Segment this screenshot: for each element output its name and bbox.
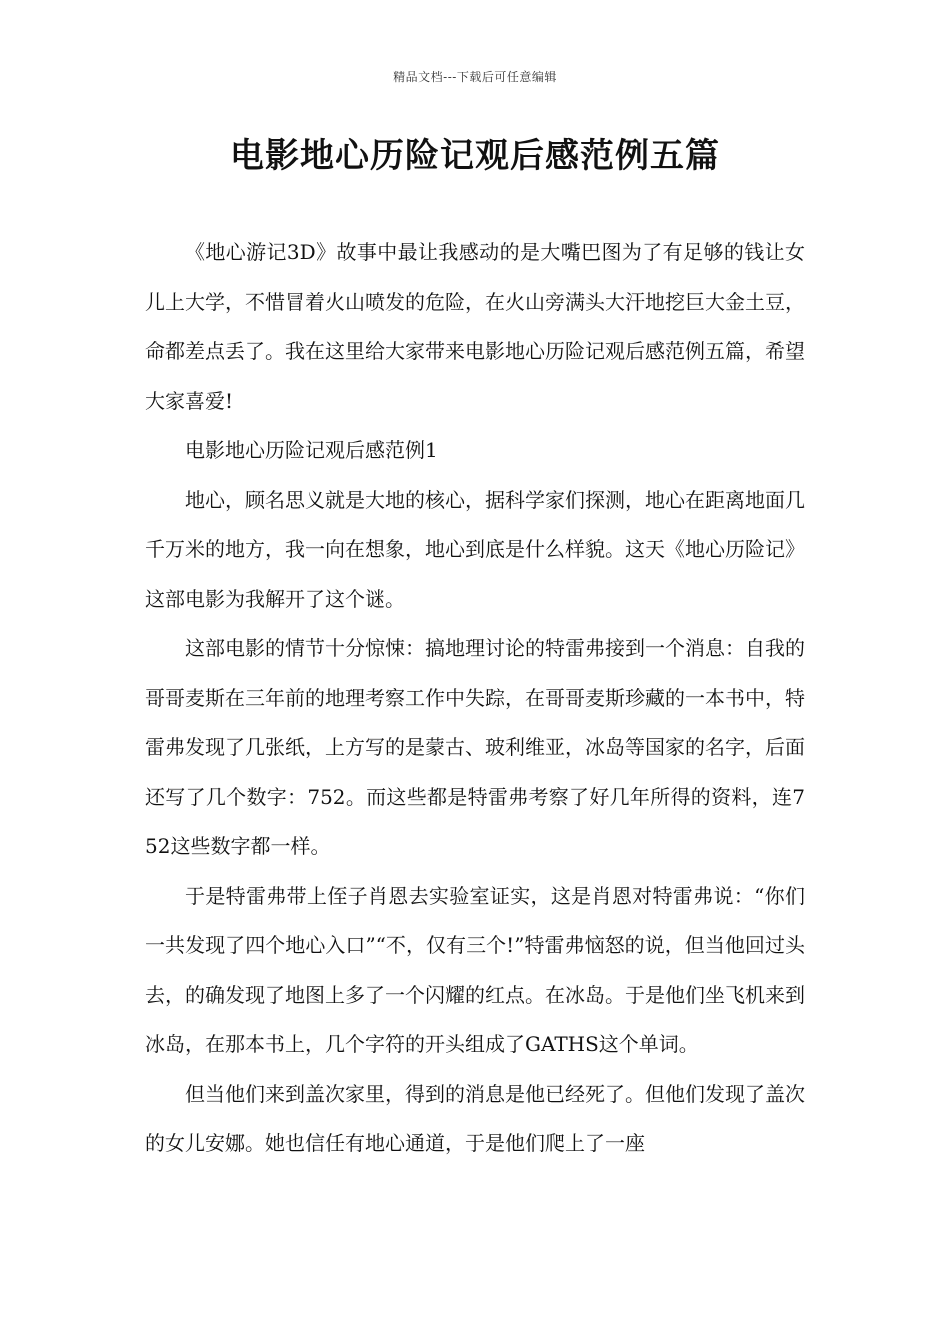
intro-paragraph: 《地心游记3D》故事中最让我感动的是大嘴巴图为了有足够的钱让女儿上大学，不惜冒着火山喷发的危险，在火山旁满头大汗地挖巨大金土豆，命都差点丢了。我在这里给大家带来电影地心历险记观后感范例五篇，希望大家喜爱! — [145, 240, 805, 413]
body-paragraph: 于是特雷弗带上侄子肖恩去实验室证实，这是肖恩对特雷弗说：“你们一共发现了四个地心入口”“不，仅有三个!”特雷弗恼怒的说，但当他回过头去，的确发现了地图上多了一个闪耀的红点。在冰岛。于是他们坐飞机来到冰岛，在那本书上，几个字符的开头组成了GATHS这个单词。 — [145, 883, 805, 1056]
document-title: 电影地心历险记观后感范例五篇 — [230, 136, 720, 176]
document-body — [145, 228, 805, 1169]
body-paragraph: 这部电影的情节十分惊悚：搞地理讨论的特雷弗接到一个消息：自我的哥哥麦斯在三年前的地理考察工作中失踪，在哥哥麦斯珍藏的一本书中，特雷弗发现了几张纸，上方写的是蒙古、玻利维亚，冰岛等国家的名字，后面还写了几个数字：752。而这些都是特雷弗考察了好几年所得的资料，连752这些数字都一样。 — [145, 636, 805, 858]
section-heading: 电影地心历险记观后感范例1 — [185, 438, 438, 462]
header-note: 精品文档---下载后可任意编辑 — [393, 70, 557, 84]
body-paragraph: 但当他们来到盖次家里，得到的消息是他已经死了。但他们发现了盖次的女儿安娜。她也信任有地心通道，于是他们爬上了一座 — [145, 1081, 805, 1155]
body-paragraph: 地心，顾名思义就是大地的核心，据科学家们探测，地心在距离地面几千万米的地方，我一向在想象，地心到底是什么样貌。这天《地心历险记》这部电影为我解开了这个谜。 — [145, 487, 805, 611]
